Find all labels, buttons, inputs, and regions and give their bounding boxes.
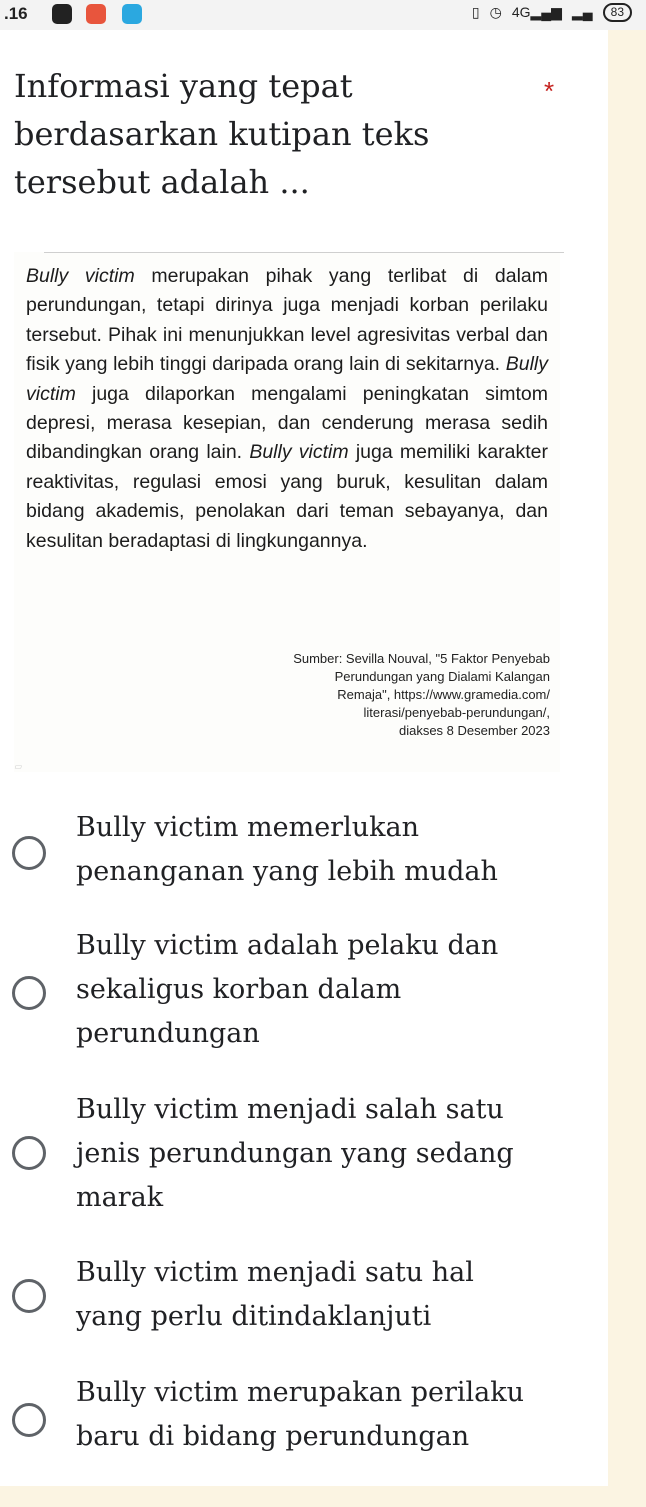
divider bbox=[44, 252, 564, 253]
vibrate-icon: ▯ bbox=[471, 4, 480, 20]
status-time: .16 bbox=[4, 4, 28, 23]
passage-term: Bully victim bbox=[26, 265, 135, 287]
passage-term: Bully victim bbox=[26, 353, 548, 405]
option-4[interactable] bbox=[0, 1251, 608, 1343]
source-line: Remaja", https://www.gramedia.com/ bbox=[337, 687, 550, 702]
shopee-icon bbox=[86, 4, 106, 24]
source-line: Sumber: Sevilla Nouval, "5 Faktor Penyebab bbox=[293, 651, 550, 666]
option-label[interactable]: Bully victim adalah pelaku dan sekaligus korban dalam perundungan bbox=[76, 930, 499, 1049]
option-2[interactable] bbox=[0, 924, 608, 1056]
instagram-icon bbox=[52, 4, 72, 24]
option-label[interactable]: Bully victim merupakan perilaku baru di bidang perundungan bbox=[76, 1377, 524, 1452]
option-label[interactable]: Bully victim menjadi satu hal yang perlu ditindaklanjuti bbox=[76, 1257, 474, 1332]
radio-empty-icon[interactable] bbox=[12, 976, 46, 1010]
question-card bbox=[0, 30, 608, 1486]
passage-segment: merupakan pihak yang terlibat di dalam perundungan, tetapi dirinya juga menjadi korban perilaku tersebut. Pihak ini menunjukkan level agresivitas verbal dan fisik yang lebih tinggi daripada orang lain di sekitarnya. bbox=[26, 265, 548, 376]
source-line: diakses 8 Desember 2023 bbox=[398, 723, 550, 738]
radio-empty-icon[interactable] bbox=[12, 1279, 46, 1313]
status-icons bbox=[472, 3, 632, 22]
network-type: 4G bbox=[511, 4, 531, 20]
passage-image bbox=[14, 252, 560, 772]
option-5[interactable] bbox=[0, 1371, 608, 1463]
question-title: Informasi yang tepat berdasarkan kutipan teks tersebut adalah ... bbox=[14, 67, 430, 201]
passage-text bbox=[26, 262, 548, 556]
source-line: literasi/penyebab-perundungan/, bbox=[363, 705, 550, 720]
signal-icon: 4G▂▄▆ bbox=[511, 4, 562, 20]
passage-source bbox=[250, 650, 550, 740]
passage-segment: juga dilaporkan mengalami peningkatan simtom depresi, merasa kesepian, dan cenderung merasa sedih dibandingkan orang lain. bbox=[26, 382, 548, 464]
option-3[interactable] bbox=[0, 1088, 608, 1220]
option-label[interactable]: Bully victim memerlukan penanganan yang lebih mudah bbox=[76, 812, 498, 887]
status-bar bbox=[0, 0, 646, 30]
source-line: Perundungan yang Dialami Kalangan bbox=[334, 669, 550, 684]
watermark: ▭ bbox=[14, 762, 22, 771]
radio-empty-icon[interactable] bbox=[12, 836, 46, 870]
radio-empty-icon[interactable] bbox=[12, 1136, 46, 1170]
radio-empty-icon[interactable] bbox=[12, 1403, 46, 1437]
option-1[interactable] bbox=[0, 806, 608, 898]
battery-icon: 83 bbox=[603, 3, 632, 22]
alarm-icon: ◷ bbox=[489, 4, 502, 20]
passage-term: Bully victim bbox=[249, 441, 349, 464]
passage-segment: juga memiliki karakter reaktivitas, regulasi emosi yang buruk, kesulitan dalam bidang akademis, penolakan dari teman sebayanya, dan kesulitan beradaptasi di lingkungannya. bbox=[26, 441, 548, 552]
app-icon bbox=[122, 4, 142, 24]
required-mark: * bbox=[544, 76, 555, 106]
page-margin bbox=[608, 30, 646, 1507]
option-label[interactable]: Bully victim menjadi salah satu jenis perundungan yang sedang marak bbox=[76, 1094, 514, 1213]
signal-icon-2: ▂▄ bbox=[571, 4, 593, 20]
